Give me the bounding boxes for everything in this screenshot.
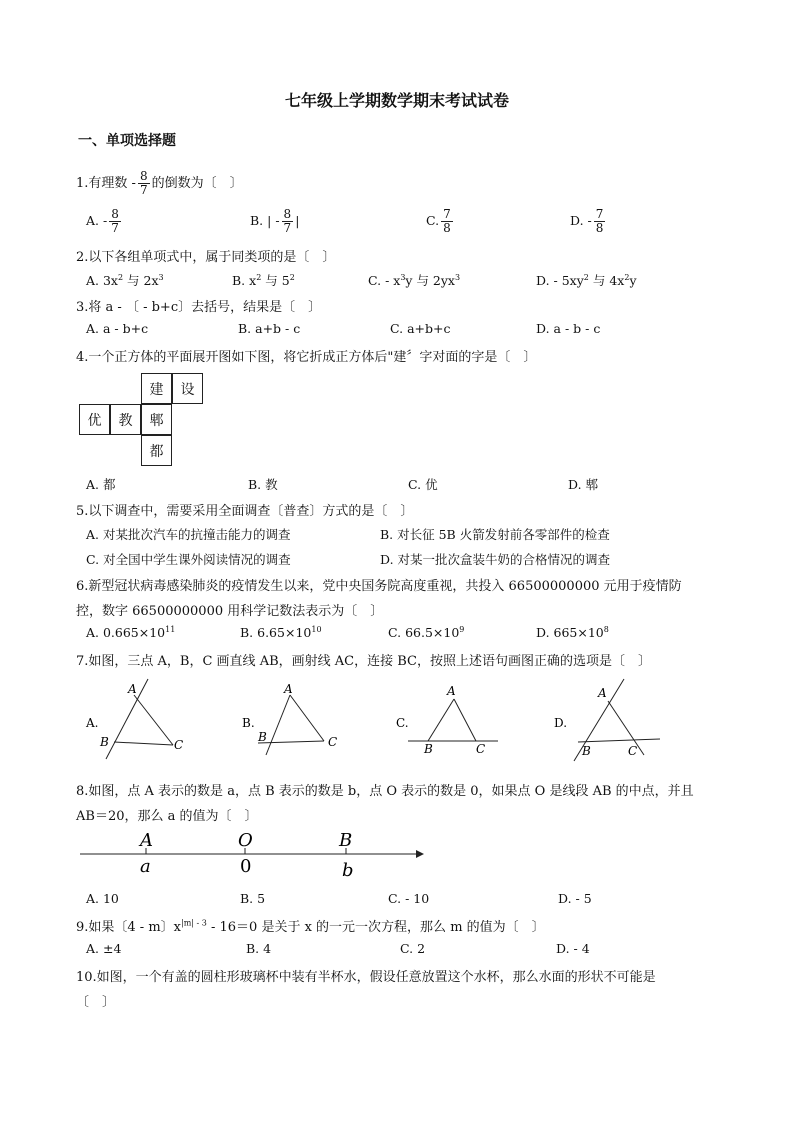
point-b-label: B <box>339 830 353 851</box>
question-6-line2: 控，数字 66500000000 用科学记数法表示为〔 〕 <box>76 604 384 619</box>
q7b-segment-ac <box>290 695 324 741</box>
q2-a-pre: A. 3x <box>86 273 118 288</box>
point-a-label: A <box>140 830 153 851</box>
q4-option-b: B. 教 <box>248 477 278 492</box>
q7a-line-ab <box>106 679 148 759</box>
q7-option-c-label: C. <box>396 716 409 730</box>
q1-a-fraction <box>109 208 121 235</box>
q2-a-sup2: 3 <box>158 272 164 282</box>
q5-option-b: B. 对长征 5B 火箭发射前各零部件的检查 <box>380 527 610 542</box>
net-cell-1: 建 <box>141 373 172 404</box>
q2-d-pre: D. - 5xy <box>536 273 584 288</box>
q7d-point-b: B <box>582 744 591 758</box>
q7c-segment-ab <box>428 699 454 741</box>
q1-b-end: | <box>295 213 300 228</box>
q7b-point-c: C <box>328 735 338 749</box>
q8-option-a: A. 10 <box>86 891 119 906</box>
q7-option-d-label: D. <box>554 716 568 730</box>
q1-c-num: 7 <box>443 207 451 221</box>
q2-d-end: y <box>629 273 637 288</box>
q9-exponent: |m| - 3 <box>181 918 207 928</box>
q7c-point-a: A <box>447 684 456 698</box>
q5-option-c: C. 对全国中学生课外阅读情况的调查 <box>86 552 291 567</box>
q2-c-sup1: 3 <box>400 272 406 282</box>
q1-numerator: 8 <box>139 169 148 183</box>
net-cell-4: 教 <box>110 404 141 435</box>
q6-d-exp: 8 <box>603 624 609 634</box>
q1-d-den: 8 <box>595 221 604 235</box>
q7c-point-c: C <box>476 742 486 756</box>
q6-a-exp: 11 <box>165 624 176 634</box>
question-2: 2.以下各组单项式中，属于同类项的是〔 〕 <box>76 250 336 265</box>
q1-c-label: C. <box>426 213 440 228</box>
q8-option-b: B. 5 <box>240 891 266 906</box>
q6-option-d <box>536 625 609 640</box>
q1-b-label: B. | - <box>250 213 280 228</box>
net-cell-3: 优 <box>79 404 110 435</box>
number-line-arrow-icon <box>416 850 424 858</box>
q6-option-c <box>388 625 464 640</box>
question-4: 4.一个正方体的平面展开图如下图，将它折成正方体后"建〞字对面的字是〔 〕 <box>76 350 537 365</box>
q9-post: - 16＝0 是关于 x 的一元一次方程，那么 m 的值为〔 〕 <box>206 920 545 935</box>
q2-option-d <box>536 271 637 289</box>
question-10-line1: 10.如图，一个有盖的圆柱形玻璃杯中装有半杯水，假设任意放置这个水杯，那么水面的形状不可能是 <box>76 970 656 985</box>
q7d-point-a: A <box>598 686 607 700</box>
q6-b-exp: 10 <box>311 624 322 634</box>
q7-option-a-label: A. <box>86 716 99 730</box>
q2-b-sup1: 2 <box>256 272 262 282</box>
q1-c-fraction <box>441 208 453 235</box>
net-cell-2: 设 <box>172 373 203 404</box>
q6-d-pre: D. 665×10 <box>536 625 604 640</box>
q9-option-a: A. ±4 <box>86 941 122 956</box>
q4-option-c: C. 优 <box>408 477 438 492</box>
q1-suffix: 的倒数为〔 〕 <box>151 176 243 191</box>
q4-option-d: D. 郫 <box>568 477 599 492</box>
q7a-point-c: C <box>174 738 184 752</box>
question-6-line1: 6.新型冠状病毒感染肺炎的疫情发生以来，党中央国务院高度重视，共投入 66500000000 元用于疫情防 <box>76 579 682 594</box>
q8-option-d: D. - 5 <box>558 891 592 906</box>
q9-pre: 9.如果〔4 - m〕x <box>76 920 181 935</box>
net-cell-6: 都 <box>141 435 172 466</box>
q7c-segment-ac <box>454 699 476 741</box>
q7d-point-c: C <box>628 744 638 758</box>
section-heading: 一、单项选择题 <box>78 133 176 149</box>
q8-number-line <box>76 826 426 882</box>
q9-option-d: D. - 4 <box>556 941 590 956</box>
q2-c-mid: y 与 2yx <box>405 273 455 288</box>
q7-option-b-label: B. <box>242 716 255 730</box>
q2-d-mid: 与 4x <box>588 273 625 288</box>
q1-fraction <box>138 170 150 197</box>
point-o-label: O <box>238 830 253 851</box>
net-cell-5: 郫 <box>141 404 172 435</box>
q1-option-a <box>86 208 123 235</box>
q5-option-d: D. 对某一批次盒装牛奶的合格情况的调查 <box>380 552 611 567</box>
q7a-segment-ac <box>134 695 173 745</box>
question-7: 7.如图，三点 A，B，C 画直线 AB，画射线 AC，连接 BC，按照上述语句画图正确的选项是〔 〕 <box>76 654 651 669</box>
q2-c-pre: C. - x <box>368 273 401 288</box>
question-1 <box>76 170 243 197</box>
q2-b-sup2: 2 <box>289 272 295 282</box>
q1-d-fraction <box>594 208 606 235</box>
q1-a-label: A. - <box>86 213 108 228</box>
q1-b-den: 7 <box>283 221 292 235</box>
q6-c-exp: 9 <box>459 624 465 634</box>
q2-d-sup2: 2 <box>624 272 630 282</box>
q2-b-mid: 与 5 <box>261 273 290 288</box>
q7b-segment-ab <box>266 695 290 755</box>
q1-d-label: D. - <box>570 213 592 228</box>
q2-a-mid: 与 2x <box>123 273 159 288</box>
q7d-ray-ac <box>608 701 644 755</box>
q2-a-sup1: 2 <box>117 272 124 282</box>
q7a-point-a: A <box>128 682 137 696</box>
q1-option-d <box>570 208 607 235</box>
q4-option-a: A. 都 <box>86 477 116 492</box>
q7a-segment-bc <box>114 742 173 745</box>
q2-b-pre: B. x <box>232 273 257 288</box>
q1-c-den: 8 <box>443 221 451 235</box>
q3-option-d: D. a - b - c <box>536 321 601 336</box>
q2-c-sup2: 3 <box>454 272 461 282</box>
question-5: 5.以下调查中，需要采用全面调查〔普查〕方式的是〔 〕 <box>76 504 414 519</box>
q7b-point-b: B <box>258 730 267 744</box>
q9-option-c: C. 2 <box>400 941 426 956</box>
q1-b-fraction <box>282 208 294 235</box>
q9-option-b: B. 4 <box>246 941 272 956</box>
value-a-label: a <box>140 856 151 877</box>
value-o-label: 0 <box>240 856 252 877</box>
q2-d-sup1: 2 <box>583 272 589 282</box>
q6-option-b <box>240 625 322 640</box>
q3-option-b: B. a+b - c <box>238 321 301 336</box>
question-8-line1: 8.如图，点 A 表示的数是 a，点 B 表示的数是 b，点 O 表示的数是 0，如果点 O 是线段 AB 的中点，并且 <box>76 784 694 799</box>
q5-option-a: A. 对某批次汽车的抗撞击能力的调查 <box>86 527 291 542</box>
q1-b-num: 8 <box>283 207 292 221</box>
q1-d-num: 7 <box>595 207 604 221</box>
q6-c-pre: C. 66.5×10 <box>388 625 460 640</box>
q7b-point-a: A <box>284 682 293 696</box>
value-b-label: b <box>342 860 354 881</box>
question-10-line2: 〔 〕 <box>76 995 116 1010</box>
q1-option-b <box>250 208 299 235</box>
q6-b-pre: B. 6.65×10 <box>240 625 312 640</box>
q6-option-a <box>86 625 175 640</box>
q6-a-pre: A. 0.665×10 <box>86 625 166 640</box>
q1-a-den: 7 <box>111 221 119 235</box>
q7d-line-bc <box>578 739 660 742</box>
question-3: 3.将 a - 〔 - b+c〕去括号，结果是〔 〕 <box>76 300 322 315</box>
q7a-point-b: B <box>100 735 109 749</box>
question-8-line2: AB＝20，那么 a 的值为〔 〕 <box>76 809 258 824</box>
q2-option-b <box>232 271 295 289</box>
q7c-point-b: B <box>424 742 433 756</box>
q1-denominator: 7 <box>139 183 148 197</box>
question-9 <box>76 916 545 935</box>
q7b-segment-bc <box>258 741 324 743</box>
q8-option-c: C. - 10 <box>388 891 430 906</box>
q3-option-a: A. a - b+c <box>86 321 149 336</box>
q1-option-c <box>426 208 455 235</box>
q1-a-num: 8 <box>111 207 119 221</box>
q2-option-a <box>86 271 164 289</box>
q1-prefix: 1.有理数 - <box>76 176 136 191</box>
q3-option-c: C. a+b+c <box>390 321 451 336</box>
q7-figures <box>78 675 718 765</box>
q2-option-c <box>368 271 460 289</box>
page-title: 七年级上学期数学期末考试试卷 <box>284 91 509 110</box>
